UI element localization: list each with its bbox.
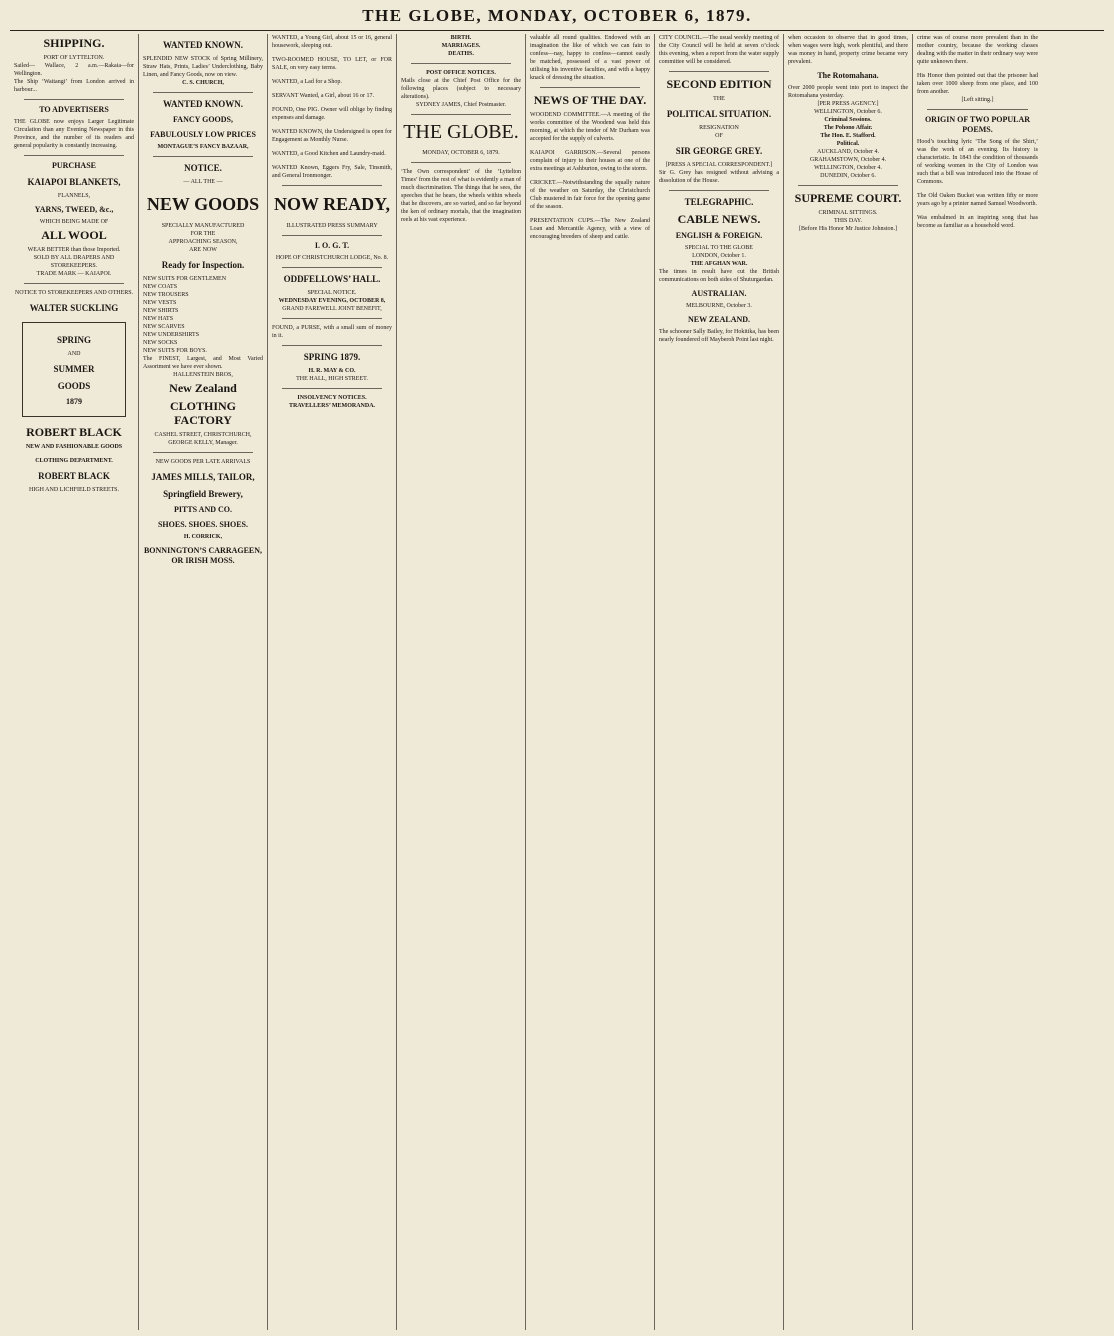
divider	[411, 162, 511, 163]
divider	[282, 267, 382, 268]
are-now: ARE NOW	[189, 247, 217, 253]
column-3	[268, 34, 397, 1330]
honor-text: His Honor then pointed out that the prisoner had taken over 1000 sheep from one place, and 100 from another.	[917, 73, 1038, 95]
article-text-1: valuable all round qualities. Endowed with an imagination the like of which we can fain to confess—nay, happy to confess—cannot easily be matched, possessed of a vast power of utilising his inventive faculties, and with a happy knack of dressing the situation.	[530, 35, 650, 81]
flannels-text: FLANNELS,	[57, 193, 91, 199]
grahamstown-date: GRAHAMSTOWN, October 4.	[809, 157, 887, 163]
news-of-the-day: NEWS OF THE DAY.	[533, 93, 647, 107]
criminal-sessions: Criminal Sessions.	[824, 117, 872, 123]
column-1	[10, 34, 139, 1330]
springfield-heading: Springfield Brewery,	[163, 489, 243, 499]
column-7	[784, 34, 913, 1330]
second-edition: SECOND EDITION	[666, 77, 772, 91]
low-prices: FABULOUSLY LOW PRICES	[150, 130, 256, 139]
london-date: LONDON, October 1.	[692, 253, 746, 259]
this-day: THIS DAY.	[833, 218, 862, 224]
auckland-date: AUCKLAND, October 4.	[817, 149, 879, 155]
ad-8: WANTED Known, Eggers Fry, Sale, Tinsmith, and General Ironmonger.	[272, 165, 392, 179]
list-item: NEW HATS	[143, 316, 174, 322]
divider	[153, 452, 253, 453]
iogt-heading: I. O. G. T.	[314, 241, 350, 250]
resignation-label: RESIGNATION	[699, 125, 739, 131]
ready-heading: Ready for Inspection.	[161, 260, 245, 270]
divider	[153, 92, 253, 93]
notice-storekeepers: NOTICE TO STOREKEEPERS AND OTHERS.	[14, 290, 134, 296]
approaching-season: APPROACHING SEASON,	[168, 239, 238, 245]
finest-text: The FINEST, Largest, and Most Varied Assortment we have ever shown.	[143, 356, 263, 370]
divider	[282, 318, 382, 319]
shipping-para-1: Sailed— Wallace, 2 a.m.—Rakaia—for Wellington.	[14, 63, 134, 77]
melbourne-date: MELBOURNE, October 3.	[686, 303, 752, 309]
sold-text: SOLD BY ALL DRAPERS AND STOREKEEPERS.	[33, 255, 115, 269]
wear-text: WEAR BETTER than those Imported.	[27, 247, 121, 253]
illustrated-summary: ILLUSTRATED PRESS SUMMARY	[286, 223, 378, 229]
nz-heading: New Zealand	[169, 381, 237, 395]
items-list	[143, 275, 263, 355]
divider	[24, 155, 124, 156]
rotomahana-text: Over 2000 people went into port to inspect the Rotomahana yesterday.	[788, 85, 908, 99]
divider	[540, 87, 640, 88]
supreme-court: SUPREME COURT.	[794, 191, 902, 205]
advertisers-heading: TO ADVERTISERS	[39, 105, 109, 114]
divider	[411, 63, 511, 64]
political-heading: Political.	[836, 141, 860, 147]
divider	[282, 388, 382, 389]
ending-text: Was embalmed in an inspiring song that has become as familiar as a household word.	[917, 215, 1038, 229]
list-item: NEW SOCKS	[143, 340, 178, 346]
divider	[411, 114, 511, 115]
corrick-name: H. CORRICK,	[183, 534, 223, 540]
nz-text: The schooner Sally Bailey, for Hokitika, has been nearly foundered off Mayberoh Point last night.	[659, 329, 779, 343]
press-correspondent: [PRESS A SPECIAL CORRESPONDENT.]	[665, 162, 773, 168]
all-the: — ALL THE —	[183, 179, 223, 185]
clothing-dept: CLOTHING DEPARTMENT.	[35, 458, 113, 464]
ad-1: WANTED, a Young Girl, about 15 or 16, general housework, sleeping out.	[272, 35, 392, 49]
marriages-heading: MARRIAGES.	[441, 43, 481, 49]
hon-stafford: The Hon. E. Stafford.	[820, 133, 876, 139]
masthead-rule	[10, 30, 1104, 31]
found-purse: FOUND, a PURSE, with a small sum of money in it.	[272, 325, 392, 339]
specially-text: SPECIALLY MANUFACTURED	[161, 223, 245, 229]
divider	[798, 185, 898, 186]
oddfellows-heading: ODDFELLOWS’ HALL.	[283, 274, 381, 284]
afghan-war: THE AFGHAN WAR.	[690, 261, 748, 267]
list-item: NEW SUITS FOR GENTLEMEN	[143, 276, 227, 282]
list-item: NEW TROUSERS	[143, 292, 189, 298]
divider	[282, 345, 382, 346]
special-globe: SPECIAL TO THE GLOBE	[685, 245, 753, 251]
deaths-heading: DEATHS.	[448, 51, 474, 57]
ad-7: WANTED, a Good Kitchen and Laundry-maid.	[272, 151, 386, 157]
divider	[24, 99, 124, 100]
column-4	[397, 34, 526, 1330]
divider	[927, 109, 1028, 110]
before-justice: [Before His Honor Mr Justice Johnston.]	[799, 226, 897, 232]
ad-5: FOUND, One PIG. Owner will oblige by finding expenses and damage.	[272, 107, 392, 121]
divider	[24, 283, 124, 284]
new-goods-heading: NEW GOODS	[146, 194, 260, 214]
hallenstein: HALLENSTEIN BROS,	[173, 372, 233, 378]
lodge-name: HOPE OF CHRISTCHURCH LODGE, No. 8.	[275, 255, 389, 261]
divider	[669, 190, 769, 191]
column-2	[139, 34, 268, 1330]
trade-mark-text: TRADE MARK — KAIAPOI.	[36, 271, 112, 277]
montague-bazaar: MONTAGUE’S FANCY BAZAAR,	[157, 144, 249, 150]
list-item: NEW VESTS	[143, 300, 177, 306]
article-text-5: PRESENTATION CUPS.—The New Zealand Loan and Mercantile Agency, with a view of encouraging breeders of sheep and cattle.	[530, 218, 650, 240]
afghan-text: The times in result have cut the British communications on both sides of Shuturgardan.	[659, 269, 779, 283]
shipping-heading: SHIPPING.	[43, 36, 105, 50]
wanted-known-heading: WANTED KNOWN.	[162, 40, 243, 50]
list-item: NEW COATS	[143, 284, 178, 290]
bonnington-heading: BONNINGTON’S CARRAGEEN, OR IRISH MOSS.	[143, 546, 263, 565]
telegraphic: TELEGRAPHIC.	[684, 197, 754, 207]
shipping-para-2: The Ship ‘Waitangi’ from London arrived in harbour...	[14, 79, 134, 93]
robert-black-heading-2: ROBERT BLACK	[38, 471, 110, 481]
column-8	[913, 34, 1042, 1330]
hood-text: Hood’s touching lyric ‘The Song of the Shirt,’ was the work of an evening. Its history is characteristic. In 1843 the condition of thousands of working women in the City of London was such that a bill was introduced into the House of Commons.	[917, 139, 1038, 185]
the-globe-title: THE GLOBE.	[403, 121, 519, 143]
new-zealand-heading: NEW ZEALAND.	[687, 315, 751, 324]
purchase-heading: PURCHASE	[51, 161, 96, 170]
factory-heading: CLOTHING FACTORY	[169, 399, 236, 427]
for-the: FOR THE	[190, 231, 216, 237]
dunedin-date: DUNEDIN, October 6.	[820, 173, 876, 179]
shoes-heading: SHOES. SHOES. SHOES.	[157, 520, 249, 529]
columns	[10, 34, 1104, 1330]
origin-poems-heading: ORIGIN OF TWO POPULAR POEMS.	[924, 115, 1031, 134]
lead-article: ‘The Own correspondent’ of the ‘Lyttelton Times’ from the rest of what is evidently a man of much discrimination. The things that he sees, the speeches that he hears, the wheels within wheels that he discovers, are so varied, and so far beyond the ken of ordinary mortals, that the imagination reels at his vast experience.	[401, 169, 521, 223]
cable-news: CABLE NEWS.	[677, 212, 761, 226]
list-item: NEW SUITS FOR BOYS.	[143, 348, 207, 354]
list-item: NEW SHIRTS	[143, 308, 179, 314]
pohono-affair: The Pohono Affair.	[823, 125, 873, 131]
article-text-4: CRICKET.—Notwithstanding the squally nature of the weather on Saturday, the Christchurch Club mustered in fair force for the opening game of the season.	[530, 180, 650, 210]
special-notice: SPECIAL NOTICE.	[307, 290, 357, 296]
mills-heading: JAMES MILLS, TAILOR,	[151, 472, 255, 482]
wednesday-evening: WEDNESDAY EVENING, OCTOBER 8,	[278, 298, 386, 304]
divider	[669, 71, 769, 72]
sir-george-grey: SIR GEORGE GREY.	[675, 146, 763, 156]
ad-3: WANTED, a Lad for a Shop.	[272, 79, 342, 85]
postmaster-signature: SYDNEY JAMES, Chief Postmaster.	[416, 102, 506, 108]
left-sitting: [Left sitting.]	[961, 97, 994, 103]
english-foreign: ENGLISH & FOREIGN.	[675, 231, 763, 240]
globe-date: MONDAY, OCTOBER 6, 1879.	[422, 150, 500, 156]
robert-black-address: HIGH AND LICHFIELD STREETS.	[29, 487, 119, 493]
wellington-date-2: WELLINGTON, October 4.	[814, 165, 882, 171]
list-item: NEW UNDERSHIRTS	[143, 332, 200, 338]
wanted-known-heading-2: WANTED KNOWN.	[162, 99, 243, 109]
divider	[282, 235, 382, 236]
insolvency-heading: INSOLVENCY NOTICES.	[297, 395, 367, 401]
new-goods-text: NEW AND FASHIONABLE GOODS	[25, 444, 123, 450]
pitts-heading: PITTS AND CO.	[173, 505, 232, 514]
post-office-heading: POST OFFICE NOTICES.	[426, 70, 496, 76]
yarns-text: YARNS, TWEED, &c.,	[34, 205, 114, 214]
fancy-goods: FANCY GOODS,	[173, 115, 233, 124]
divider	[282, 185, 382, 186]
article-text-3: KAIAPOI GARRISON.—Several persons complain of injury to their houses at one of the extra meetings at Ashburton, owing to the storm.	[530, 150, 650, 172]
masthead: THE GLOBE, MONDAY, OCTOBER 6, 1879.	[362, 6, 752, 25]
divider	[153, 156, 253, 157]
now-ready-heading: NOW READY,	[273, 194, 391, 214]
kelly-manager: GEORGE KELLY, Manager.	[168, 440, 238, 446]
the-hall: THE HALL, HIGH STREET.	[296, 376, 368, 382]
list-item: NEW SCARVES	[143, 324, 185, 330]
births-heading: BIRTH.	[450, 35, 472, 41]
and-label: AND	[67, 351, 81, 357]
article-text-2: WOODEND COMMITTEE.—A meeting of the works committee of the Woodend was held this morning, at which the tender of Mr Durham was accepted for the supply of culverts.	[530, 112, 650, 142]
ad-2: TWO-ROOMED HOUSE, TO LET, or FOR SALE, on very easy terms.	[272, 57, 392, 71]
farewell-benefit: GRAND FAREWELL JOINT BENEFIT,	[282, 306, 382, 312]
summer-label: SUMMER	[53, 364, 95, 374]
crime-text-2: crime was of course more prevalent than in the mother country, because the working classes dealing with the matter in their ordinary way were quite unknown there.	[917, 35, 1038, 65]
advertisers-text: THE GLOBE now enjoys Larger Legitimate Circulation than any Evening Newspaper in this Province, and the number of its readers and general popularity is constantly increasing.	[14, 119, 134, 149]
city-council-text: CITY COUNCIL.—The usual weekly meeting of the City Council will be held at seven o’clock this evening, when a report from the water supply committee will be considered.	[659, 35, 779, 65]
may-co: H. R. MAY & CO.	[308, 368, 356, 374]
notice-heading: NOTICE.	[184, 163, 222, 173]
spring-summer-box	[22, 322, 126, 417]
which-text: WHICH BEING MADE OF	[39, 219, 109, 225]
late-arrivals: NEW GOODS PER LATE ARRIVALS	[155, 459, 251, 465]
crime-text: when occasion to observe that in good times, when wages were high, work plentiful, and there was money in hand, property crime became very prevalent.	[788, 35, 908, 65]
spring-label: SPRING	[56, 335, 91, 345]
goods-label: GOODS	[57, 381, 91, 391]
political-situation: POLITICAL SITUATION.	[666, 109, 772, 119]
resignation-text: Sir G. Grey has resigned without advising a dissolution of the House.	[659, 170, 779, 184]
the-label: THE	[713, 96, 725, 102]
church-name: C. S. CHURCH,	[182, 80, 224, 86]
year-label: 1879	[66, 397, 82, 406]
wool-heading: ALL WOOL	[41, 228, 107, 242]
suckling-heading: WALTER SUCKLING	[29, 303, 119, 313]
oaken-bucket-text: The Old Oaken Bucket was written fifty or more years ago by a printer named Samuel Woodworth.	[917, 193, 1038, 207]
rotomahana-heading: The Rotomahana.	[817, 71, 879, 80]
ad-6: WANTED KNOWN, the Undersigned is open for Engagement as Monthly Nurse.	[272, 129, 392, 143]
robert-black-heading: ROBERT BLACK	[26, 425, 122, 439]
cashel-street: CASHEL STREET, CHRISTCHURCH,	[154, 432, 252, 438]
port-heading: PORT OF LYTTELTON.	[43, 55, 105, 61]
of-label: OF	[715, 133, 723, 139]
per-press-agency: [PER PRESS AGENCY.]	[817, 101, 879, 107]
splendid-text: SPLENDID NEW STOCK of Spring Millinery, Straw Hats, Prints, Ladies’ Underclothing, Baby Linen, and Fancy Goods, now on view.	[143, 56, 263, 78]
spring-1879: SPRING 1879.	[303, 352, 361, 362]
column-6	[655, 34, 784, 1330]
blankets-heading: KAIAPOI BLANKETS,	[27, 177, 121, 187]
wellington-date: WELLINGTON, October 6.	[814, 109, 882, 115]
australian-heading: AUSTRALIAN.	[691, 289, 747, 298]
column-5	[526, 34, 655, 1330]
travellers-heading: TRAVELLERS’ MEMORANDA.	[288, 403, 376, 409]
mails-text: Mails close at the Chief Post Office for the following places (subject to necessary alterations).	[401, 78, 521, 100]
ad-4: SERVANT Wanted, a Girl, about 16 or 17.	[272, 93, 375, 99]
criminal-sittings: CRIMINAL SITTINGS.	[818, 210, 878, 216]
